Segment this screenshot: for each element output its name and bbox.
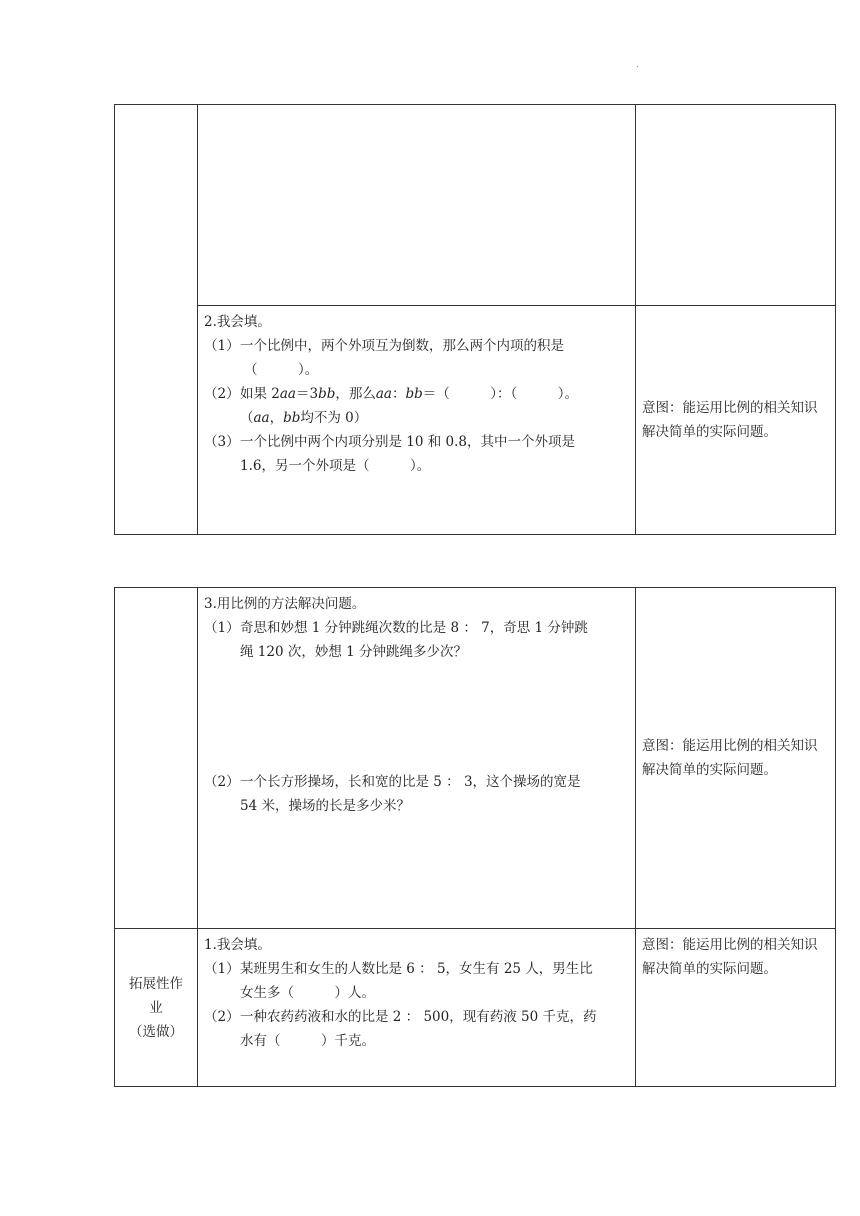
question-number: （2） [204, 386, 240, 402]
intent-note: 意图：能运用比例的相关知识解决简单的实际问题。 [642, 738, 818, 778]
question-number: （3） [204, 434, 240, 450]
question-text: 一个比例中两个内项分别是 10 和 0.8，其中一个外项是 [240, 434, 576, 450]
question-text: 54 米，操场的长是多少米？ [240, 798, 410, 814]
question-cell [198, 306, 636, 535]
label-cell [115, 588, 198, 929]
question-item [204, 430, 629, 478]
section-heading: 1.我会填。 [204, 937, 271, 953]
table-row [115, 105, 836, 306]
question-text: 如果 2𝑎𝑎＝3𝑏𝑏，那么𝑎𝑎：𝑏𝑏＝（ ）：（ ）。 [240, 386, 578, 402]
question-item [204, 957, 629, 1005]
question-item [204, 1005, 629, 1053]
question-item [204, 770, 629, 818]
question-text: （ ）。 [244, 362, 319, 378]
question-number: （1） [204, 961, 240, 977]
worksheet-table-2 [114, 587, 836, 1087]
note-cell [636, 588, 836, 929]
note-cell [636, 105, 836, 306]
table-row [115, 306, 836, 535]
label-cell [115, 105, 198, 535]
question-item [204, 334, 629, 382]
question-text: 一个长方形操场，长和宽的比是 5 ： 3，这个操场的宽是 [240, 774, 581, 790]
table-row [115, 588, 836, 929]
answer-space [204, 664, 629, 770]
note-cell [636, 929, 836, 1087]
section-label: 业 [149, 999, 163, 1016]
question-text: 某班男生和女生的人数比是 6 ： 5，女生有 25 人，男生比 [240, 961, 593, 977]
question-number: （1） [204, 620, 240, 636]
note-cell [636, 306, 836, 535]
question-text: 1.6，另一个外项是（ ）。 [240, 458, 431, 474]
answer-space-cell [198, 105, 636, 306]
question-text: 水有（ ）千克。 [240, 1033, 375, 1049]
section-label: 拓展性作 [129, 975, 183, 992]
section-label: （选做） [129, 1023, 183, 1040]
question-number: （2） [204, 774, 240, 790]
question-text: 一个比例中，两个外项互为倒数，那么两个内项的积是 [240, 338, 564, 354]
section-heading: 2.我会填。 [204, 314, 271, 330]
section-heading: 3.用比例的方法解决问题。 [204, 596, 366, 612]
intent-note: 意图：能运用比例的相关知识解决简单的实际问题。 [642, 937, 818, 977]
question-cell [198, 929, 636, 1087]
question-number: （2） [204, 1009, 240, 1025]
worksheet-table-1 [114, 104, 836, 535]
label-cell [115, 929, 198, 1087]
question-text: 绳 120 次，妙想 1 分钟跳绳多少次？ [240, 644, 468, 660]
question-number: （1） [204, 338, 240, 354]
question-text: 奇思和妙想 1 分钟跳绳次数的比是 8 ： 7，奇思 1 分钟跳 [240, 620, 588, 636]
question-text: 一种农药药液和水的比是 2 ： 500，现有药液 50 千克，药 [240, 1009, 597, 1025]
table-row [115, 929, 836, 1087]
question-text: （𝑎𝑎，𝑏𝑏均不为 0） [240, 410, 368, 426]
question-item [204, 616, 629, 664]
question-item [204, 382, 629, 430]
page-dot: . [636, 60, 639, 69]
question-cell [198, 588, 636, 929]
intent-note: 意图：能运用比例的相关知识解决简单的实际问题。 [642, 400, 818, 440]
question-text: 女生多（ ）人。 [240, 985, 375, 1001]
